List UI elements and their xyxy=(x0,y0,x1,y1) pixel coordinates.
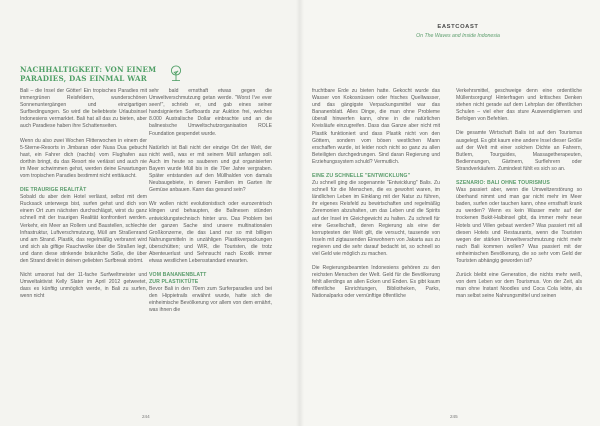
article-heading xyxy=(20,66,170,83)
paragraph: Verkehrsmittel, geschweige denn eine ordentliche Müllentsorgung! Hinterfragen und kritisches Denken stehen nicht gerade auf dem Lehrplan der öffentlichen Schulen – viel eher das sture Auswendiglernen und Befolgen von Befehlen. xyxy=(456,88,582,123)
paragraph: Zu schnell ging die sogenannte "Entwicklung" Balis. Zu schnell für die Menschen, die es gewohnt waren, im ländlichen Leben im Einklang mit der Natur zu führen, ihr eigenes Reisfeld zu bewirtschaften und regelmäßig Zeremonien abzuhalten, um das Leben und die Spirits auf der Insel im Gleichgewicht zu halten. Zu schnell für eine Gesellschaft, deren Regierung als eine der korruptesten der Welt gilt, die versucht, tausende von Inseln mit zigtausenden Einwohnern von Jakarta aus zu regieren und die sehr darauf bedacht ist, so schnell so viel Geld wie möglich zu machen. xyxy=(312,180,440,257)
paragraph: sehr bald ernsthaft etwas gegen die Umweltverschmutzung getan werde. "Worst I've ever seen!", schrieb er, und gab eines seiner handsignierten Surfboards zur Auktion frei, welches 8.000 Australische Dollar einbrachte und an die balinesische Umweltschutzorganisation ROLE Foundation gespendet wurde. xyxy=(149,88,272,137)
paragraph: Was passiert aber, wenn die Umweltzerstörung so überhand nimmt und man gar nicht mehr im Meer baden, surfen oder tauchen kann, ohne ernsthaft krank zu werden? Wenn es kein Wasser mehr auf der trockenen Bukit-Halbinsel gibt, da immer mehr neue Hotels und Villen gebaut werden? Was passiert mit all diesen Hotels und Restaurants, wenn die Touristen wegen der stärken Umweltverschmutzung nicht mehr nach Bali kommen wollen? Was passiert mit der einheimischen Bevölkerung, die so sehr vom Geld der Touristen abhängig geworden ist? xyxy=(456,187,582,264)
subheading: VOM BANANENBLATT xyxy=(149,272,207,279)
paragraph: Bali – die Insel der Götter! Ein tropisches Paradies mit immergrünen Reisfeldern, wunderschönen Sonnenuntergängen und einzigartigen Surfbedingungen. So wird die beliebteste Urlaubsinsel Indonesiens vermarktet. Bali hat all das zu bieten, aber auch Paradiese haben ihre Schattenseiten. xyxy=(20,88,147,130)
paragraph: Die Regierungsbeamten Indonesiens gehören zu den reichsten Menschen der Welt. Geld für die Bevölkerung fehlt allerdings an allen Ecken und Enden. Es gibt kaum öffentliche Einrichtungen, Bibliotheken, Parks, Nationalparks oder vernünftige öffentliche xyxy=(312,265,440,300)
heading-line-1: NACHHALTIGKEIT: VON EINEM xyxy=(20,65,157,74)
subheading: SZENARIO: BALI OHNE TOURISMUS xyxy=(456,180,550,187)
paragraph: fruchtbare Erde zu bieten hatte. Gekocht wurde das Wasser von Kokosnüssen oder frisches Quellwasser, und das gängigste Verpackungsmittel war das Bananenblatt. Alles Dinge, die man ohne Probleme überall hinwerfen kann, ohne in die natürlichen Kreisläufe einzugreifen. Dass das Ganze aber nicht mit Plastik funktioniert und dass Plastik nicht von den Göttern, sondern vom bösen westlichen Mann erschaffen wurde, ist leider noch nicht so ganz zu allen Beteiligten durchgedrungen. Sind daran Regierung und Erziehungssystem schuld? Vermutlich. xyxy=(312,88,440,165)
paragraph: Wenn du also zwei Wochen Flitterwochen in einem der 5-Sterne-Resorts in Jimbaran oder Nusa Dua gebucht hast, ein Fahrer dich (nachts) vom Flughafen aus dorthin bringt, du das Resort nie verlässt und auch nie im Meer schwimmen gehst, werden deine Erwartungen vom tropischen Paradies bestimmt nicht enttäuscht. xyxy=(20,137,147,180)
subheading: EINE ZU SCHNELLE "ENTWICKLUNG" xyxy=(312,173,411,180)
column-1 xyxy=(20,88,147,307)
page-number-right: 245 xyxy=(450,414,458,419)
column-4 xyxy=(456,88,582,307)
section-title: EASTCOAST xyxy=(437,24,479,30)
page-number-left: 244 xyxy=(142,414,150,419)
paragraph: Natürlich ist Bali nicht der einzige Ort der Welt, der nicht weiß, was er mit seinem Müll anfangen soll. Auch im heute so sauberen und gut organisierten Bayern wurde Müll bis in die 70er Jahre vergraben. Später entstanden auf den Müllhalden von damals Neubaugebiete, in denen Familien im Garten ihr Gemüse anbauen. Kann das gesund sein? xyxy=(149,144,272,194)
paragraph: Nicht umsonst hat der 11-fache Surfweltmeister und Umweltaktivist Kelly Slater im April 2012 getweetet, dass es künftig unmöglich werde, in Bali zu surfen, wenn nicht xyxy=(20,272,147,300)
section-subtitle: On The Waves and Inside Indonesia xyxy=(416,33,500,39)
paragraph: Zurück bleibt eine Generation, die nichts mehr weiß, von dem Leben vor dem Tourismus. Von der Zeit, als man ohne Instant Noodles und Coca Cola lebte, als man selbst seine Nahrungsmittel und seinen xyxy=(456,272,582,300)
heading-line-2: PARADIES, DAS EINMAL WAR xyxy=(20,73,147,83)
paragraph: Die gesamte Wirtschaft Balis ist auf den Tourismus ausgelegt. Es gibt kaum eine andere Insel dieser Größe auf der Welt mit einer solchen Dichte an Fahrern, Butlern, Tourguides, Massagetherapeuten, Bediennungen, Gärtnern, Surflehrern oder Strandverkäufern. Zumindest fühlt es sich so an. xyxy=(456,130,583,172)
section-header xyxy=(398,24,518,39)
tree-icon xyxy=(169,65,183,81)
column-2 xyxy=(149,88,272,322)
book-gutter xyxy=(296,0,304,426)
paragraph: Bevor Bali in den 70ern zum Surferparadies und bei den Hippietrails erwähnt wurde, hatte sich die einheimische Bevölkerung vor allem von dem ernährt, was ihnen die xyxy=(149,286,272,314)
column-3 xyxy=(312,88,440,308)
subheading: DIE TRAURIGE REALITÄT xyxy=(20,187,87,194)
subheading: ZUR PLASTIKTÜTE xyxy=(149,279,199,286)
paragraph: Wir wollen nicht evolutionistisch oder eurozentrisch klingen und behaupten, die Balinesen stünden entwicklungstechnisch hinter uns. Das Problem bei der ganzen Sache sind unsere multinationalen Großkonzerne, die das Land nur so mit billigen Nahrungsmitteln in unzähligen Plastikverpackungen überschütten; und WIR, die Touristen, die trotz Abenteuerlust und Sehnsucht nach Exotik immer etwas westlichen Lebensstandard erwarten. xyxy=(149,201,272,265)
paragraph: Sobald du aber dein Hotel verlässt, selbst mit dem Rucksack unterwegs bist, surfen gehst und dich von einem Ort zum nächsten durchschlägst, wirst du ganz schnell mit der traurigen Realität konfrontiert werden. Verkehr, ein Meer an Rollern und Baustellen, schlechte Infrastruktur, Luftverschmutzung, Müll am Straßenrand und am Strand. Plastik, das regelmäßig verbrannt wird und sich als giftige Rauchwolke über die Straßen legt, und dann diese stinkende bräunliche Soße, die über den Strand direkt in deinen geliebten Surfbreak strömt. xyxy=(20,194,147,264)
